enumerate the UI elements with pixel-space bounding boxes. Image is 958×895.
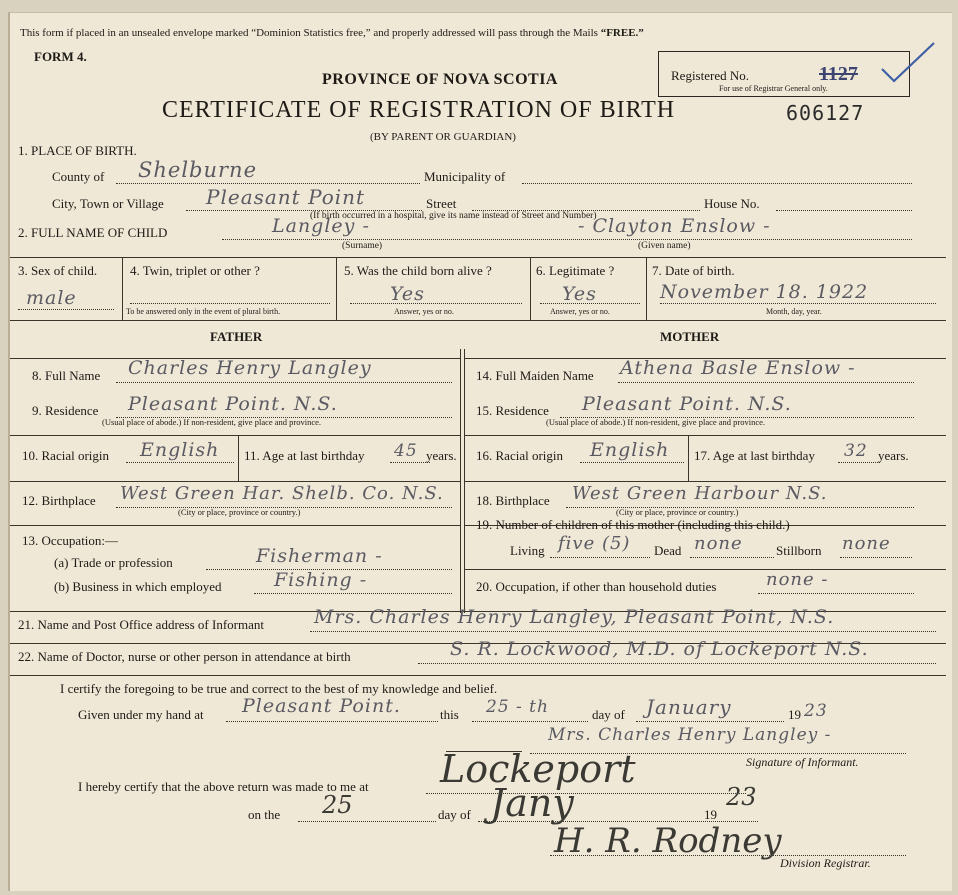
mother-age-label: 17. Age at last birthday xyxy=(694,448,815,463)
father-business-line xyxy=(254,593,452,594)
mother-birthplace-value: West Green Harbour N.S. xyxy=(572,483,828,504)
registered-label: Registered No. xyxy=(671,68,749,83)
given-label: Given under my hand at xyxy=(78,707,204,722)
this-label: this xyxy=(440,707,459,722)
legitimate-note: Answer, yes or no. xyxy=(550,307,610,316)
alive-note: Answer, yes or no. xyxy=(394,307,454,316)
year-value: 23 xyxy=(804,701,828,721)
registered-number-box xyxy=(658,51,910,97)
return-label: I hereby certify that the above return was made to me at xyxy=(78,779,369,794)
father-trade-value: Fisherman - xyxy=(256,545,383,567)
col-divider-1 xyxy=(122,257,123,320)
father-residence-label: 9. Residence xyxy=(32,403,99,418)
sex-value: male xyxy=(26,287,77,309)
mother-residence-note: (Usual place of abode.) If non-resident, give place and province. xyxy=(546,417,766,427)
mother-racial-line xyxy=(580,462,684,463)
father-racial-label: 10. Racial origin xyxy=(22,448,110,463)
father-residence-value: Pleasant Point. N.S. xyxy=(128,393,338,415)
doctor-divider-bottom xyxy=(10,675,946,676)
mother-age-line xyxy=(838,462,880,463)
postal-notice-text: This form if placed in an unsealed envelope marked “Dominion Statistics free,” and properly addressed will pass through the Mails xyxy=(20,27,598,39)
month-line xyxy=(636,721,784,722)
municipality-line xyxy=(522,183,912,184)
alive-label: 5. Was the child born alive ? xyxy=(344,263,492,278)
father-age-line xyxy=(390,462,430,463)
father-racial-line xyxy=(126,462,234,463)
place-heading: 1. PLACE OF BIRTH. xyxy=(18,143,137,158)
hospital-note: (If birth occurred in a hospital, give its name instead of Street and Number) xyxy=(310,211,597,221)
given-place-value: Pleasant Point. xyxy=(242,695,401,717)
birth-date-label: 7. Date of birth. xyxy=(652,263,735,278)
legitimate-value: Yes xyxy=(562,283,597,305)
registrar-label: Division Registrar. xyxy=(780,856,871,870)
father-residence-note: (Usual place of abode.) If non-resident, give place and province. xyxy=(102,417,322,427)
mother-racial-value: English xyxy=(590,439,670,461)
certificate-subtitle: (BY PARENT OR GUARDIAN) xyxy=(370,131,516,143)
twin-line xyxy=(130,303,330,304)
mother-dead-label: Dead xyxy=(654,543,682,558)
mother-occupation-value: none - xyxy=(766,569,829,590)
given-place-line xyxy=(226,721,438,722)
col-divider-3 xyxy=(530,257,531,320)
father-age-label: 11. Age at last birthday xyxy=(244,448,365,463)
doctor-line xyxy=(418,663,936,664)
father-divider-3 xyxy=(10,525,460,526)
return-place-value: Lockeport xyxy=(440,747,636,791)
mother-children-label: 19. Number of children of this mother (including this child.) xyxy=(476,517,790,532)
father-birthplace-note: (City or place, province or country.) xyxy=(178,507,301,517)
mother-stillborn-line xyxy=(840,557,912,558)
mother-heading: MOTHER xyxy=(660,329,720,344)
mother-living-value: five (5) xyxy=(558,533,631,554)
year2-prefix: 19 xyxy=(704,807,717,822)
registered-value: 1127 xyxy=(819,63,858,85)
county-label: County of xyxy=(52,169,105,184)
sex-line xyxy=(18,309,114,310)
father-divider-2 xyxy=(10,481,460,482)
province-heading: PROVINCE OF NOVA SCOTIA xyxy=(322,71,558,88)
certificate-sheet xyxy=(8,12,952,891)
form-number: FORM 4. xyxy=(34,49,87,64)
doctor-label: 22. Name of Doctor, nurse or other person in attendance at birth xyxy=(18,649,351,664)
street-label: Street xyxy=(426,196,457,211)
child-surname: Langley - xyxy=(272,215,370,237)
informant-value: Mrs. Charles Henry Langley, Pleasant Point, N.S. xyxy=(314,606,835,628)
mother-dead-line xyxy=(690,557,774,558)
sex-label: 3. Sex of child. xyxy=(18,263,98,278)
mother-birthplace-note: (City or place, province or country.) xyxy=(616,507,739,517)
legitimate-label: 6. Legitimate ? xyxy=(536,263,615,278)
twin-label: 4. Twin, triplet or other ? xyxy=(130,263,260,278)
year2-value: 23 xyxy=(726,783,757,811)
on-day-value: 25 xyxy=(322,791,353,819)
row-divider-top xyxy=(10,257,946,258)
year-prefix: 19 xyxy=(788,707,801,722)
municipality-label: Municipality of xyxy=(424,169,506,184)
day-of-label: day of xyxy=(592,707,625,722)
col-divider-4 xyxy=(646,257,647,320)
mother-name-value: Athena Basle Enslow - xyxy=(620,357,856,379)
certify-statement: I certify the foregoing to be true and correct to the best of my knowledge and belief. xyxy=(60,681,498,696)
mother-birthplace-label: 18. Birthplace xyxy=(476,493,550,508)
father-racial-value: English xyxy=(140,439,220,461)
mother-name-line xyxy=(618,382,914,383)
return-place-line xyxy=(426,793,746,794)
father-age-divider xyxy=(238,435,239,481)
father-divider-1 xyxy=(10,435,460,436)
mother-divider-4 xyxy=(464,569,946,570)
mother-age-value: 32 xyxy=(844,441,868,461)
alive-value: Yes xyxy=(390,283,425,305)
mother-living-label: Living xyxy=(510,543,545,558)
informant-line xyxy=(310,631,936,632)
house-label: House No. xyxy=(704,196,760,211)
surname-note: (Surname) xyxy=(342,241,383,251)
mother-dead-value: none xyxy=(694,533,743,554)
mother-years: years. xyxy=(878,448,909,463)
doctor-value: S. R. Lockwood, M.D. of Lockeport N.S. xyxy=(450,638,869,660)
postal-notice-free: “FREE.” xyxy=(600,27,644,39)
stamp-number: 606127 xyxy=(786,101,865,125)
postal-notice xyxy=(20,27,644,39)
mother-divider-1 xyxy=(464,435,946,436)
registered-note: For use of Registrar General only. xyxy=(719,84,828,93)
alive-line xyxy=(350,303,522,304)
mother-living-line xyxy=(550,557,650,558)
city-value: Pleasant Point xyxy=(206,185,366,209)
county-value: Shelburne xyxy=(138,158,258,182)
month2-value: Jany xyxy=(490,781,574,825)
mother-divider-2 xyxy=(464,481,946,482)
given-note: (Given name) xyxy=(638,241,691,251)
this-line xyxy=(472,721,588,722)
mother-residence-label: 15. Residence xyxy=(476,403,549,418)
child-given-name: - Clayton Enslow - xyxy=(578,215,771,237)
mother-occupation-label: 20. Occupation, if other than household duties xyxy=(476,579,717,594)
father-birthplace-value: West Green Har. Shelb. Co. N.S. xyxy=(120,483,444,504)
birth-date-note: Month, day, year. xyxy=(766,307,822,316)
father-heading: FATHER xyxy=(210,329,263,344)
father-occupation-label: 13. Occupation:— xyxy=(22,533,119,548)
informant-label: 21. Name and Post Office address of Informant xyxy=(18,617,264,632)
county-line xyxy=(116,183,420,184)
col-divider-2 xyxy=(336,257,337,320)
signature-label: Signature of Informant. xyxy=(746,755,859,769)
father-age-value: 45 xyxy=(394,441,418,461)
house-line xyxy=(776,210,912,211)
certificate-title: CERTIFICATE OF REGISTRATION OF BIRTH xyxy=(162,97,676,123)
father-years: years. xyxy=(426,448,457,463)
father-business-label: (b) Business in which employed xyxy=(54,579,222,594)
mother-stillborn-value: none xyxy=(842,533,891,554)
mother-residence-value: Pleasant Point. N.S. xyxy=(582,393,792,415)
mother-occupation-line xyxy=(758,593,914,594)
mother-stillborn-label: Stillborn xyxy=(776,543,822,558)
birth-date-value: November 18. 1922 xyxy=(660,281,869,303)
child-name-line xyxy=(222,239,912,240)
this-value: 25 - th xyxy=(486,697,549,717)
mother-racial-label: 16. Racial origin xyxy=(476,448,564,463)
father-name-value: Charles Henry Langley xyxy=(128,357,372,379)
father-birthplace-label: 12. Birthplace xyxy=(22,493,96,508)
child-name-label: 2. FULL NAME OF CHILD xyxy=(18,225,168,240)
day-of2-label: day of xyxy=(438,807,471,822)
mother-name-label: 14. Full Maiden Name xyxy=(476,368,594,383)
checkmark-icon xyxy=(878,39,938,85)
on-the-label: on the xyxy=(248,807,281,822)
month-value: January xyxy=(646,695,732,719)
twin-note: To be answered only in the event of plural birth. xyxy=(126,307,281,316)
mother-age-divider xyxy=(688,435,689,481)
birth-date-line xyxy=(660,303,936,304)
father-trade-label: (a) Trade or profession xyxy=(54,555,173,570)
informant-signature: Mrs. Charles Henry Langley - xyxy=(548,725,832,745)
city-label: City, Town or Village xyxy=(52,196,164,211)
row-divider-bottom xyxy=(10,320,946,321)
on-day-line xyxy=(298,821,436,822)
father-business-value: Fishing - xyxy=(274,569,368,591)
father-name-line xyxy=(116,382,452,383)
parent-divider-left xyxy=(460,349,461,613)
registrar-signature: H. R. Rodney xyxy=(554,821,782,861)
father-name-label: 8. Full Name xyxy=(32,368,101,383)
